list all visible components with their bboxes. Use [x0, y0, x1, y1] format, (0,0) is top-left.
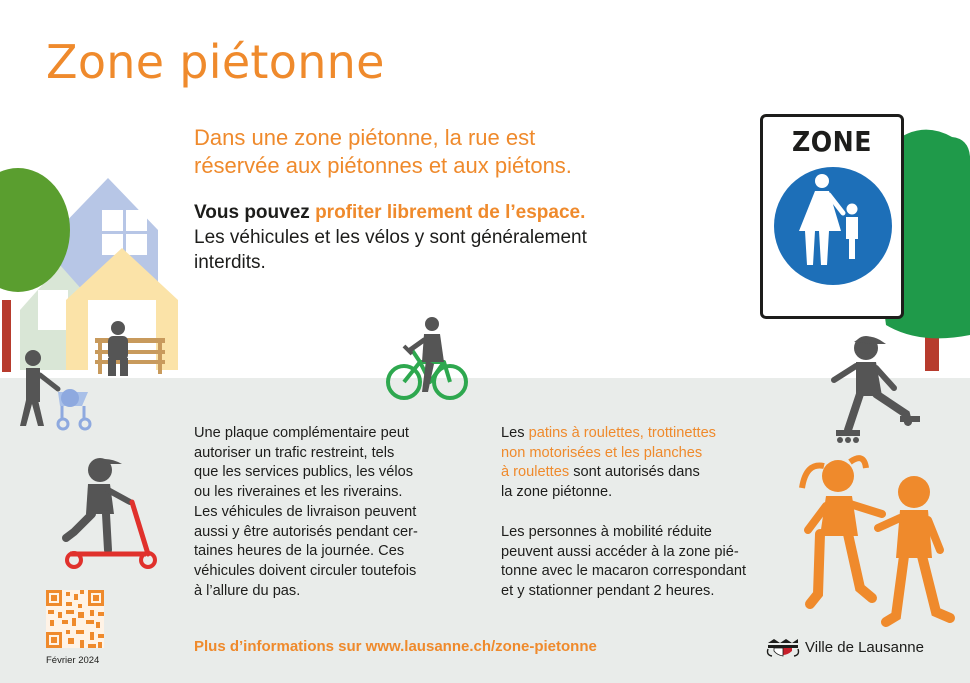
left-line: autoriser un trafic restreint, tels [194, 444, 395, 461]
right-p1-plain: Les [501, 425, 529, 441]
left-line: Les véhicules de livraison peuvent [194, 503, 417, 520]
sign-circle-icon [772, 165, 894, 287]
scooter-stem [132, 502, 148, 554]
cyclist-head [425, 317, 439, 331]
left-line: ou les riveraines et les riverains. [194, 484, 403, 501]
lead-line-3: interdits. [194, 252, 266, 273]
tree-trunk [2, 300, 11, 372]
parent-person [25, 350, 41, 366]
houses-illustration [0, 170, 200, 440]
right-p2-line: peuvent aussi accéder à la zone pié- [501, 543, 739, 560]
more-info-link[interactable]: Plus d’informations sur www.lausanne.ch/zone-pietonne [194, 638, 597, 655]
skater-illustration [826, 334, 922, 446]
left-line: Une plaque complémentaire peut [194, 425, 409, 441]
intro-line-1: Dans une zone piétonne, la rue est [194, 125, 536, 150]
seated-person [111, 321, 125, 335]
left-text-column [194, 424, 418, 601]
scooter-illustration [56, 456, 162, 574]
boy-head [898, 476, 930, 508]
left-line: véhicules doivent circuler toutefois [194, 562, 417, 579]
lausanne-crest-icon [766, 637, 800, 657]
cyclist-illustration [386, 316, 468, 406]
pedestrian-zone-sign [760, 114, 904, 319]
children-illustration [796, 448, 960, 636]
lead-paragraph [194, 200, 734, 275]
sign-label: ZONE [792, 125, 872, 158]
left-line: à l’allure du pas. [194, 582, 301, 599]
city-logo [766, 636, 924, 658]
left-line: aussi y être autorisés pendant cer- [194, 523, 418, 540]
date-label: Février 2024 [46, 655, 100, 666]
right-p2-line: et y stationner pendant 2 heures. [501, 582, 715, 599]
right-p1-highlight-2: non motorisées et les planches [501, 444, 703, 461]
page-title: Zone piétonne [46, 35, 385, 89]
right-p1-line-4: la zone piétonne. [501, 484, 613, 501]
right-p2-line: tonne avec le macaron correspondant [501, 563, 747, 580]
right-p1-highlight-1: patins à roulettes, trottinettes [528, 425, 716, 441]
bench [95, 338, 165, 343]
logo-text: Ville de Lausanne [805, 638, 924, 656]
lead-line-2: Les véhicules et les vélos y sont généralement [194, 227, 587, 248]
right-p1-plain-3: sont autorisés dans [569, 464, 700, 481]
left-line: que les services publics, les vélos [194, 464, 414, 481]
lead-bold: Vous pouvez [194, 202, 316, 223]
right-p2-line: Les personnes à mobilité réduite [501, 523, 712, 540]
left-line: taines heures de la journée. Ces [194, 543, 405, 560]
girl-head [822, 460, 854, 492]
intro-line-2: réservée aux piétonnes et aux piétons. [194, 153, 572, 178]
right-text-column [501, 424, 746, 602]
intro-text [194, 124, 714, 180]
right-p1-highlight-3: à roulettes [501, 464, 570, 481]
lead-highlight: profiter librement de l’espace. [315, 202, 586, 223]
qr-code[interactable] [46, 590, 104, 648]
